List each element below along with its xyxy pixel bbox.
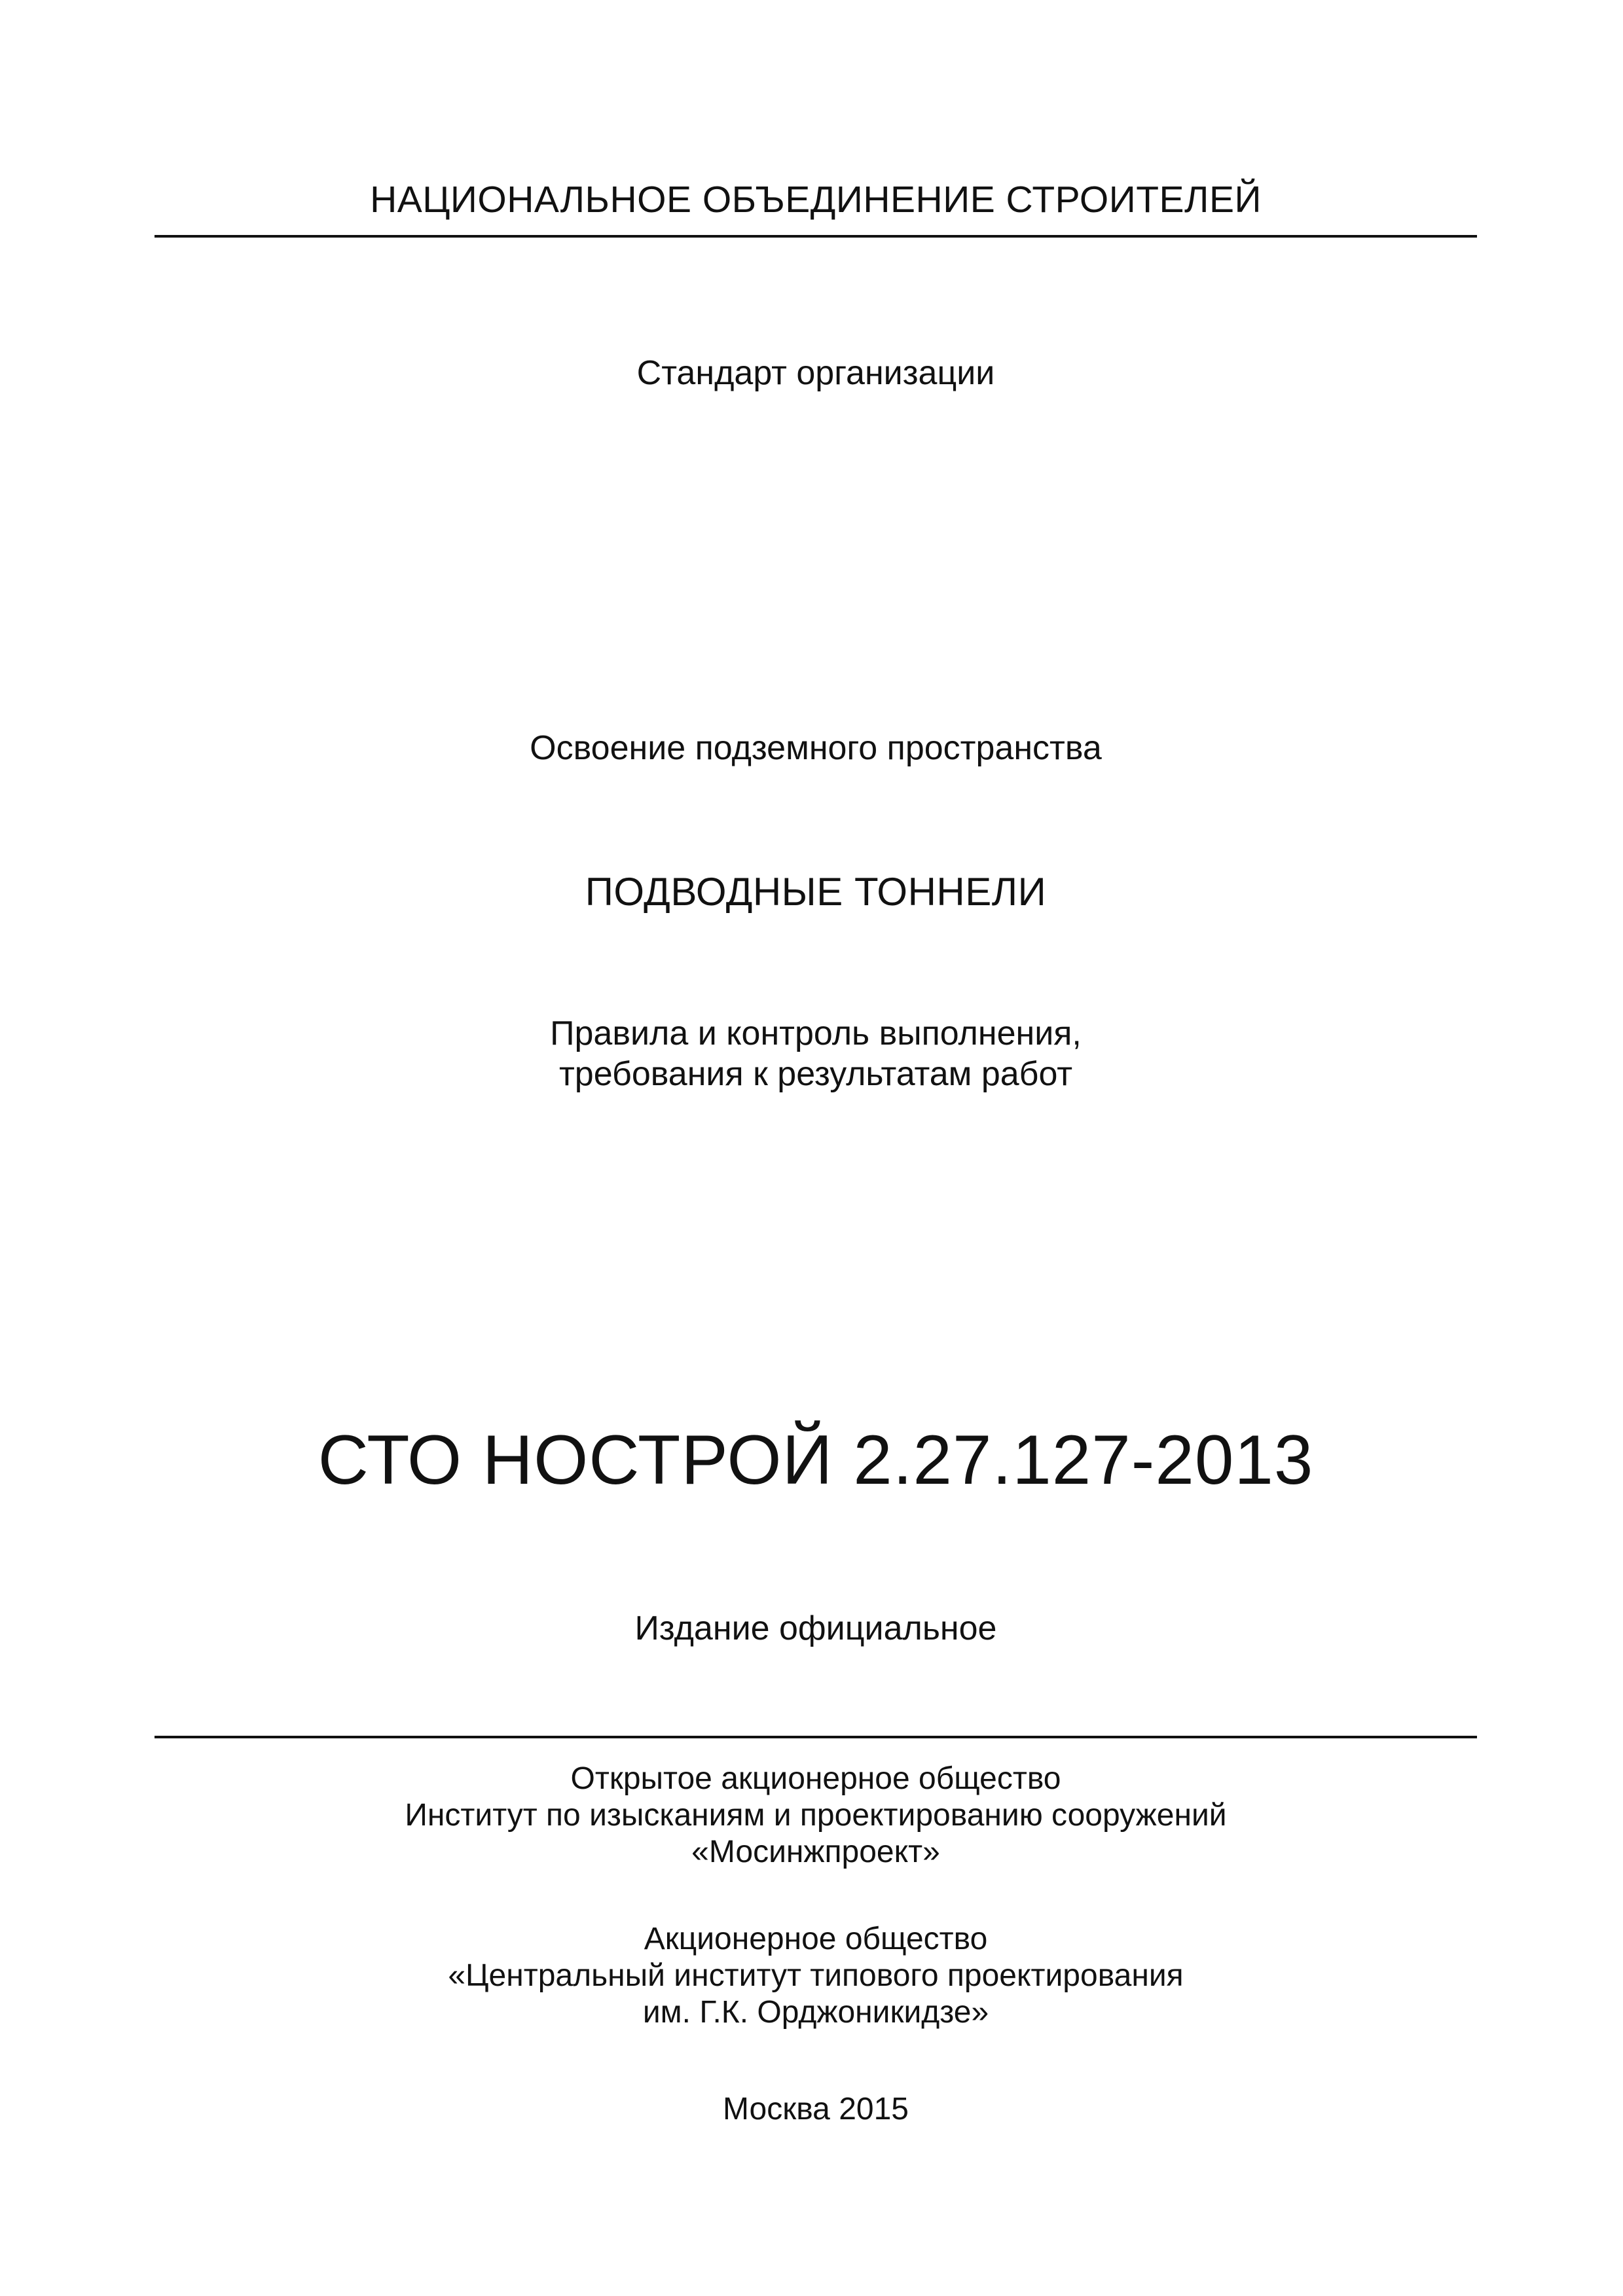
top-divider (155, 235, 1477, 238)
publisher-line: Открытое акционерное общество (570, 1761, 1061, 1796)
publisher-2 (155, 1921, 1477, 2031)
subtitle-line: требования к результатам работ (558, 1055, 1073, 1093)
standard-type: Стандарт организации (636, 354, 995, 392)
publisher-line: «Центральный институт типового проектирования (448, 1958, 1184, 1993)
publisher-line: Акционерное общество (644, 1922, 988, 1956)
publisher-line: им. Г.К. Орджоникидзе» (642, 1995, 989, 2030)
publisher-line: «Мосинжпроект» (691, 1835, 940, 1869)
document-title: ПОДВОДНЫЕ ТОННЕЛИ (585, 870, 1047, 914)
bottom-divider (155, 1736, 1477, 1738)
edition-label: Издание официальное (634, 1609, 997, 1647)
city-year: Москва 2015 (723, 2092, 909, 2126)
subtitle-line: Правила и контроль выполнения, (550, 1014, 1082, 1052)
document-subtitle (155, 1013, 1477, 1094)
document-topic: Освоение подземного пространства (530, 729, 1102, 767)
document-code: СТО НОСТРОЙ 2.27.127-2013 (318, 1420, 1314, 1499)
publisher-line: Институт по изысканиям и проектированию сооружений (405, 1798, 1227, 1833)
organization-header: НАЦИОНАЛЬНОЕ ОБЪЕДИНЕНИЕ СТРОИТЕЛЕЙ (370, 179, 1262, 221)
publisher-1 (155, 1761, 1477, 1871)
